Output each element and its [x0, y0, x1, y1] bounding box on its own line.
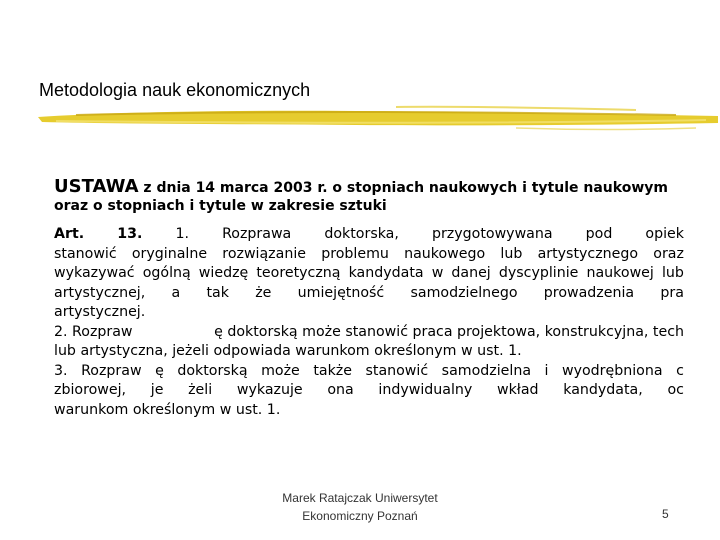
law-body-word: 2. Rozpraw: [54, 323, 133, 340]
law-body-word: teoretyczną: [256, 265, 341, 281]
law-body-word: lub: [661, 265, 684, 281]
footer-author-line1: Marek Ratajczak Uniwersytet: [282, 491, 438, 505]
law-body-word: wykazywać: [54, 265, 135, 281]
law-body-word: żeli: [188, 382, 213, 398]
law-body-line: [54, 323, 684, 343]
law-body-word: stanowić: [54, 245, 117, 262]
law-body: [54, 225, 684, 420]
law-body-word: wiedzę: [198, 265, 249, 281]
law-body-line: [54, 245, 684, 265]
law-heading: [54, 178, 684, 215]
law-body-word: 1.: [175, 226, 189, 242]
law-body-word: opiek: [645, 226, 684, 242]
law-body-word: że: [255, 284, 272, 301]
law-body-word: oraz: [653, 245, 684, 262]
law-body-word: samodzielnego: [410, 284, 518, 301]
law-body-word: danej: [451, 265, 491, 281]
law-body-word: ogólną: [142, 265, 191, 281]
law-body-word: artystycznej,: [54, 284, 146, 301]
law-body-line: [54, 264, 684, 284]
law-body-word: ę: [155, 362, 164, 379]
law-body-word: naukowej: [586, 265, 654, 281]
law-body-word: w: [431, 265, 444, 281]
law-body-word: Rozprawa: [222, 226, 292, 242]
law-body-word: kandydata,: [563, 382, 643, 398]
law-body-word: i: [544, 362, 549, 379]
law-body-word: artystycznego: [537, 245, 639, 262]
title-underline-stroke: [36, 103, 720, 133]
law-body-word: warunkom określonym w ust. 1.: [54, 401, 281, 418]
law-body-word: wkład: [496, 382, 539, 398]
law-heading-word: USTAWA: [54, 178, 139, 197]
law-body-word: umiejętność: [297, 284, 385, 301]
law-body-word: c: [676, 362, 684, 379]
law-body-word: ę doktorską może stanowić praca projektowa, konstrukcyjna, tech: [214, 323, 684, 340]
law-body-line: [54, 303, 684, 323]
law-body-line: [54, 225, 684, 245]
page-number: 5: [662, 507, 669, 521]
law-body-word: doktorską: [177, 362, 248, 379]
footer-author: [230, 489, 490, 525]
law-body-word: wykazuje: [236, 382, 303, 398]
law-body-word: może: [261, 362, 300, 379]
slide-title: Metodologia nauk ekonomicznych: [39, 80, 311, 100]
law-body-word: problemu: [321, 245, 389, 262]
law-body-word: wyodrębniona: [562, 362, 663, 379]
law-body-word: je: [150, 382, 164, 398]
law-heading-rest: z dnia 14 marca 2003 r. o stopniach naukowych i tytule naukowym: [138, 180, 668, 196]
law-body-line: [54, 381, 684, 401]
law-body-word: naukowego: [404, 245, 486, 262]
law-body-word: oryginalne: [131, 245, 208, 262]
law-body-word: lub: [500, 245, 523, 262]
law-body-word: 3.: [54, 362, 68, 379]
law-body-word: Art.: [54, 226, 85, 242]
law-body-word: a: [171, 284, 181, 301]
law-body-word: oc: [667, 382, 684, 398]
law-body-word: pod: [585, 226, 613, 242]
law-body-word: dyscyplinie: [498, 265, 579, 281]
law-body-line: [54, 401, 684, 421]
law-body-word: pra: [660, 284, 684, 301]
law-body-word: prowadzenia: [543, 284, 635, 301]
law-body-word: zbiorowej,: [54, 382, 127, 398]
law-body-word: rozwiązanie: [222, 245, 306, 262]
law-body-word: samodzielna: [441, 362, 532, 379]
law-heading-line2: oraz o stopniach i tytule w zakresie sztuki: [54, 198, 387, 214]
law-body-word: tak: [206, 284, 229, 301]
law-body-line: [54, 284, 684, 304]
law-excerpt: [54, 178, 684, 438]
law-body-line: [54, 362, 684, 382]
law-body-word: przygotowywana: [431, 226, 553, 242]
law-body-line: [54, 342, 684, 362]
law-body-word: ona: [327, 382, 354, 398]
law-body-word: lub artystyczna, jeżeli odpowiada warunkom określonym w ust. 1.: [54, 343, 522, 359]
law-body-word: Rozpraw: [81, 362, 142, 379]
law-body-word: także: [313, 362, 352, 379]
law-body-word: doktorska,: [324, 226, 399, 242]
law-body-word: 13.: [117, 226, 143, 242]
law-body-word: artystycznej.: [54, 304, 146, 320]
law-body-word: indywidualny: [378, 382, 473, 398]
law-body-word: kandydata: [348, 265, 424, 281]
law-body-word: stanowić: [365, 362, 429, 379]
footer-author-line2: Ekonomiczny Poznań: [302, 509, 418, 523]
